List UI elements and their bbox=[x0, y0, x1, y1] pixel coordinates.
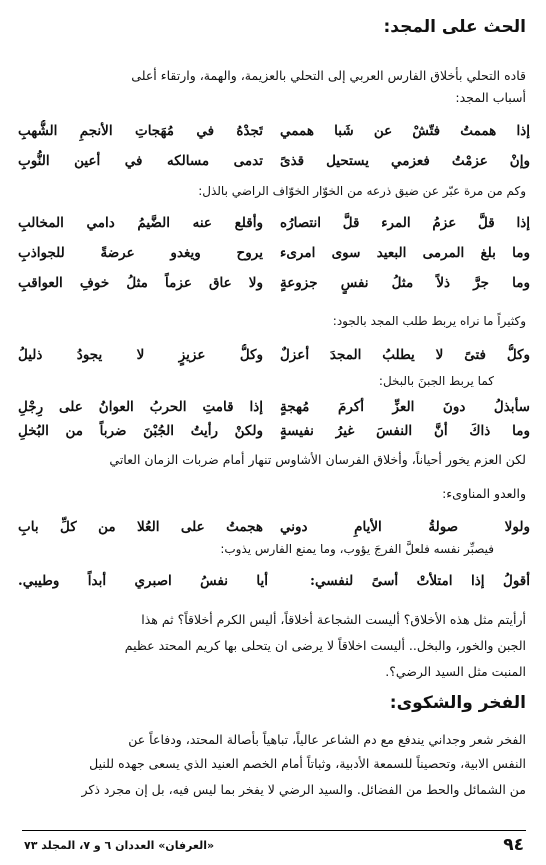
verse-first-hemistich: وما بلغ المرمى البعيد سوى امرىء bbox=[280, 245, 530, 261]
verse-first-hemistich: أقولُ إذا امتلأتْ أسىً لنفسي: bbox=[310, 573, 530, 589]
verse-first-hemistich: إذا قلَّ عزمُ المرء قلَّ انتصارُه bbox=[280, 215, 530, 231]
verse-first-hemistich: وإنْ عزمْتُ فعزمي يستحيل قذىً bbox=[280, 153, 530, 169]
verse-second-hemistich: ولكنْ رأيتُ الجُبْنَ ضرباً من البُخلِ bbox=[18, 423, 263, 439]
verse-line bbox=[18, 120, 530, 142]
verse-second-hemistich: ولا عاق عزماً مثلُ خوفِ العواقبِ bbox=[18, 275, 263, 291]
verse-line bbox=[18, 516, 530, 538]
paragraph-line: قاده التحلي بأخلاق الفارس العربي إلى التحلي بالعزيمة، والهمة، وارتقاء أعلى bbox=[131, 68, 526, 83]
intro-line: وكثيراً ما نراه يربط طلب المجد بالجود: bbox=[332, 314, 526, 328]
intro-line: فيصبِّر نفسه فلعلَّ الفرجَ يؤوب، وما يمنع الفارس يذوب: bbox=[220, 542, 494, 556]
paragraph-line: النفس الابية، وتحصيناً للسمعة الأدبية، وثباتاً أمام الخصم العنيد الذي يسعى جهده للنيل bbox=[89, 756, 526, 771]
section-heading-pride: الفخر والشكوى: bbox=[389, 693, 526, 713]
verse-line bbox=[18, 242, 530, 264]
verse-first-hemistich: وكلُّ فتىً لا يطلبُ المجدَ أعزلٌ bbox=[280, 347, 530, 363]
paragraph-line: الجبن والخور، والبخل.. أليست اخلاقاً لا يرضى ان يتحلى بها كريم المحتد عظيم bbox=[124, 638, 526, 653]
footer-divider bbox=[22, 830, 526, 831]
verse-first-hemistich: وما جرَّ ذلاً مثلُ نفسٍ جزوعةٍ bbox=[280, 275, 530, 291]
paragraph-line: المنبت مثل السيد الرضي؟. bbox=[385, 664, 526, 679]
verse-second-hemistich: أيا نفسُ اصبري أبداً وطيبي. bbox=[18, 573, 268, 589]
verse-line bbox=[18, 420, 530, 442]
verse-line bbox=[18, 150, 530, 172]
paragraph-line: من الشمائل والحط من الفضائل. والسيد الرضي لا يفخر بما ليس فيه، بل إن مجرد ذكر bbox=[81, 782, 526, 797]
journal-citation: «العرفان» العددان ٦ و ٧، المجلد ٧٣ bbox=[24, 839, 215, 852]
verse-first-hemistich: سأبذلُ دونَ العزِّ أكرمَ مُهجةٍ bbox=[280, 399, 530, 415]
page-number: ٩٤ bbox=[503, 835, 524, 855]
verse-second-hemistich: تَجدْهُ في مُهَجاتِ الأنجمِ الشُّهبِ bbox=[18, 123, 263, 139]
intro-line: وكم من مرة عبّر عن ضيق ذرعه من الخوّار الخوّاف الراضي بالذل: bbox=[198, 184, 526, 198]
verse-line bbox=[18, 344, 530, 366]
verse-second-hemistich: إذا قامتِ الحربُ العوانُ على رِجْلِ bbox=[18, 399, 263, 415]
paragraph-line: أرأيتم مثل هذه الأخلاق؟ أليست الشجاعة أخلاقاً، أليس الكرم أخلاقاً؟ ثم هذا bbox=[141, 612, 526, 627]
section-heading-glory: الحث على المجد: bbox=[383, 17, 526, 37]
verse-second-hemistich: وكلُّ عزيزٍ لا يجودُ ذليلُ bbox=[18, 347, 263, 363]
paragraph-line: والعدو المناوىء: bbox=[442, 486, 526, 501]
verse-first-hemistich: إذا هممتُ فتّشْ عن شَبا هممي bbox=[280, 123, 530, 139]
verse-line bbox=[18, 212, 530, 234]
verse-line bbox=[18, 570, 530, 592]
verse-line bbox=[18, 396, 530, 418]
verse-first-hemistich: وما ذاكَ أنَّ النفسَ غيرُ نفيسةٍ bbox=[280, 423, 530, 439]
verse-first-hemistich: ولولا صولةُ الأيامِ دوني bbox=[280, 519, 530, 535]
verse-line bbox=[18, 272, 530, 294]
paragraph-line: أسباب المجد: bbox=[455, 90, 526, 105]
verse-second-hemistich: يروح ويغدو عرضةً للجواذبِ bbox=[18, 245, 263, 261]
verse-second-hemistich: تدمى مسالكه في أعين النُّوبِ bbox=[18, 153, 263, 169]
paragraph-line: الفخر شعر وجداني يندفع مع دم الشاعر عالياً، تباهياً بأصالة المحتد، ودفاعاً عن bbox=[128, 732, 526, 747]
intro-line: كما يربط الجبنَ بالبخل: bbox=[378, 374, 494, 388]
verse-second-hemistich: هجمتُ على العُلا من كلِّ بابِ bbox=[18, 519, 263, 535]
document-page bbox=[14, 8, 534, 858]
verse-second-hemistich: وأقلع عنه الضَّيمُ دامي المخالبِ bbox=[18, 215, 263, 231]
paragraph-line: لكن العزم يخور أحياناً، وأخلاق الفرسان الأشاوس تنهار أمام ضربات الزمان العاتي bbox=[109, 452, 526, 467]
